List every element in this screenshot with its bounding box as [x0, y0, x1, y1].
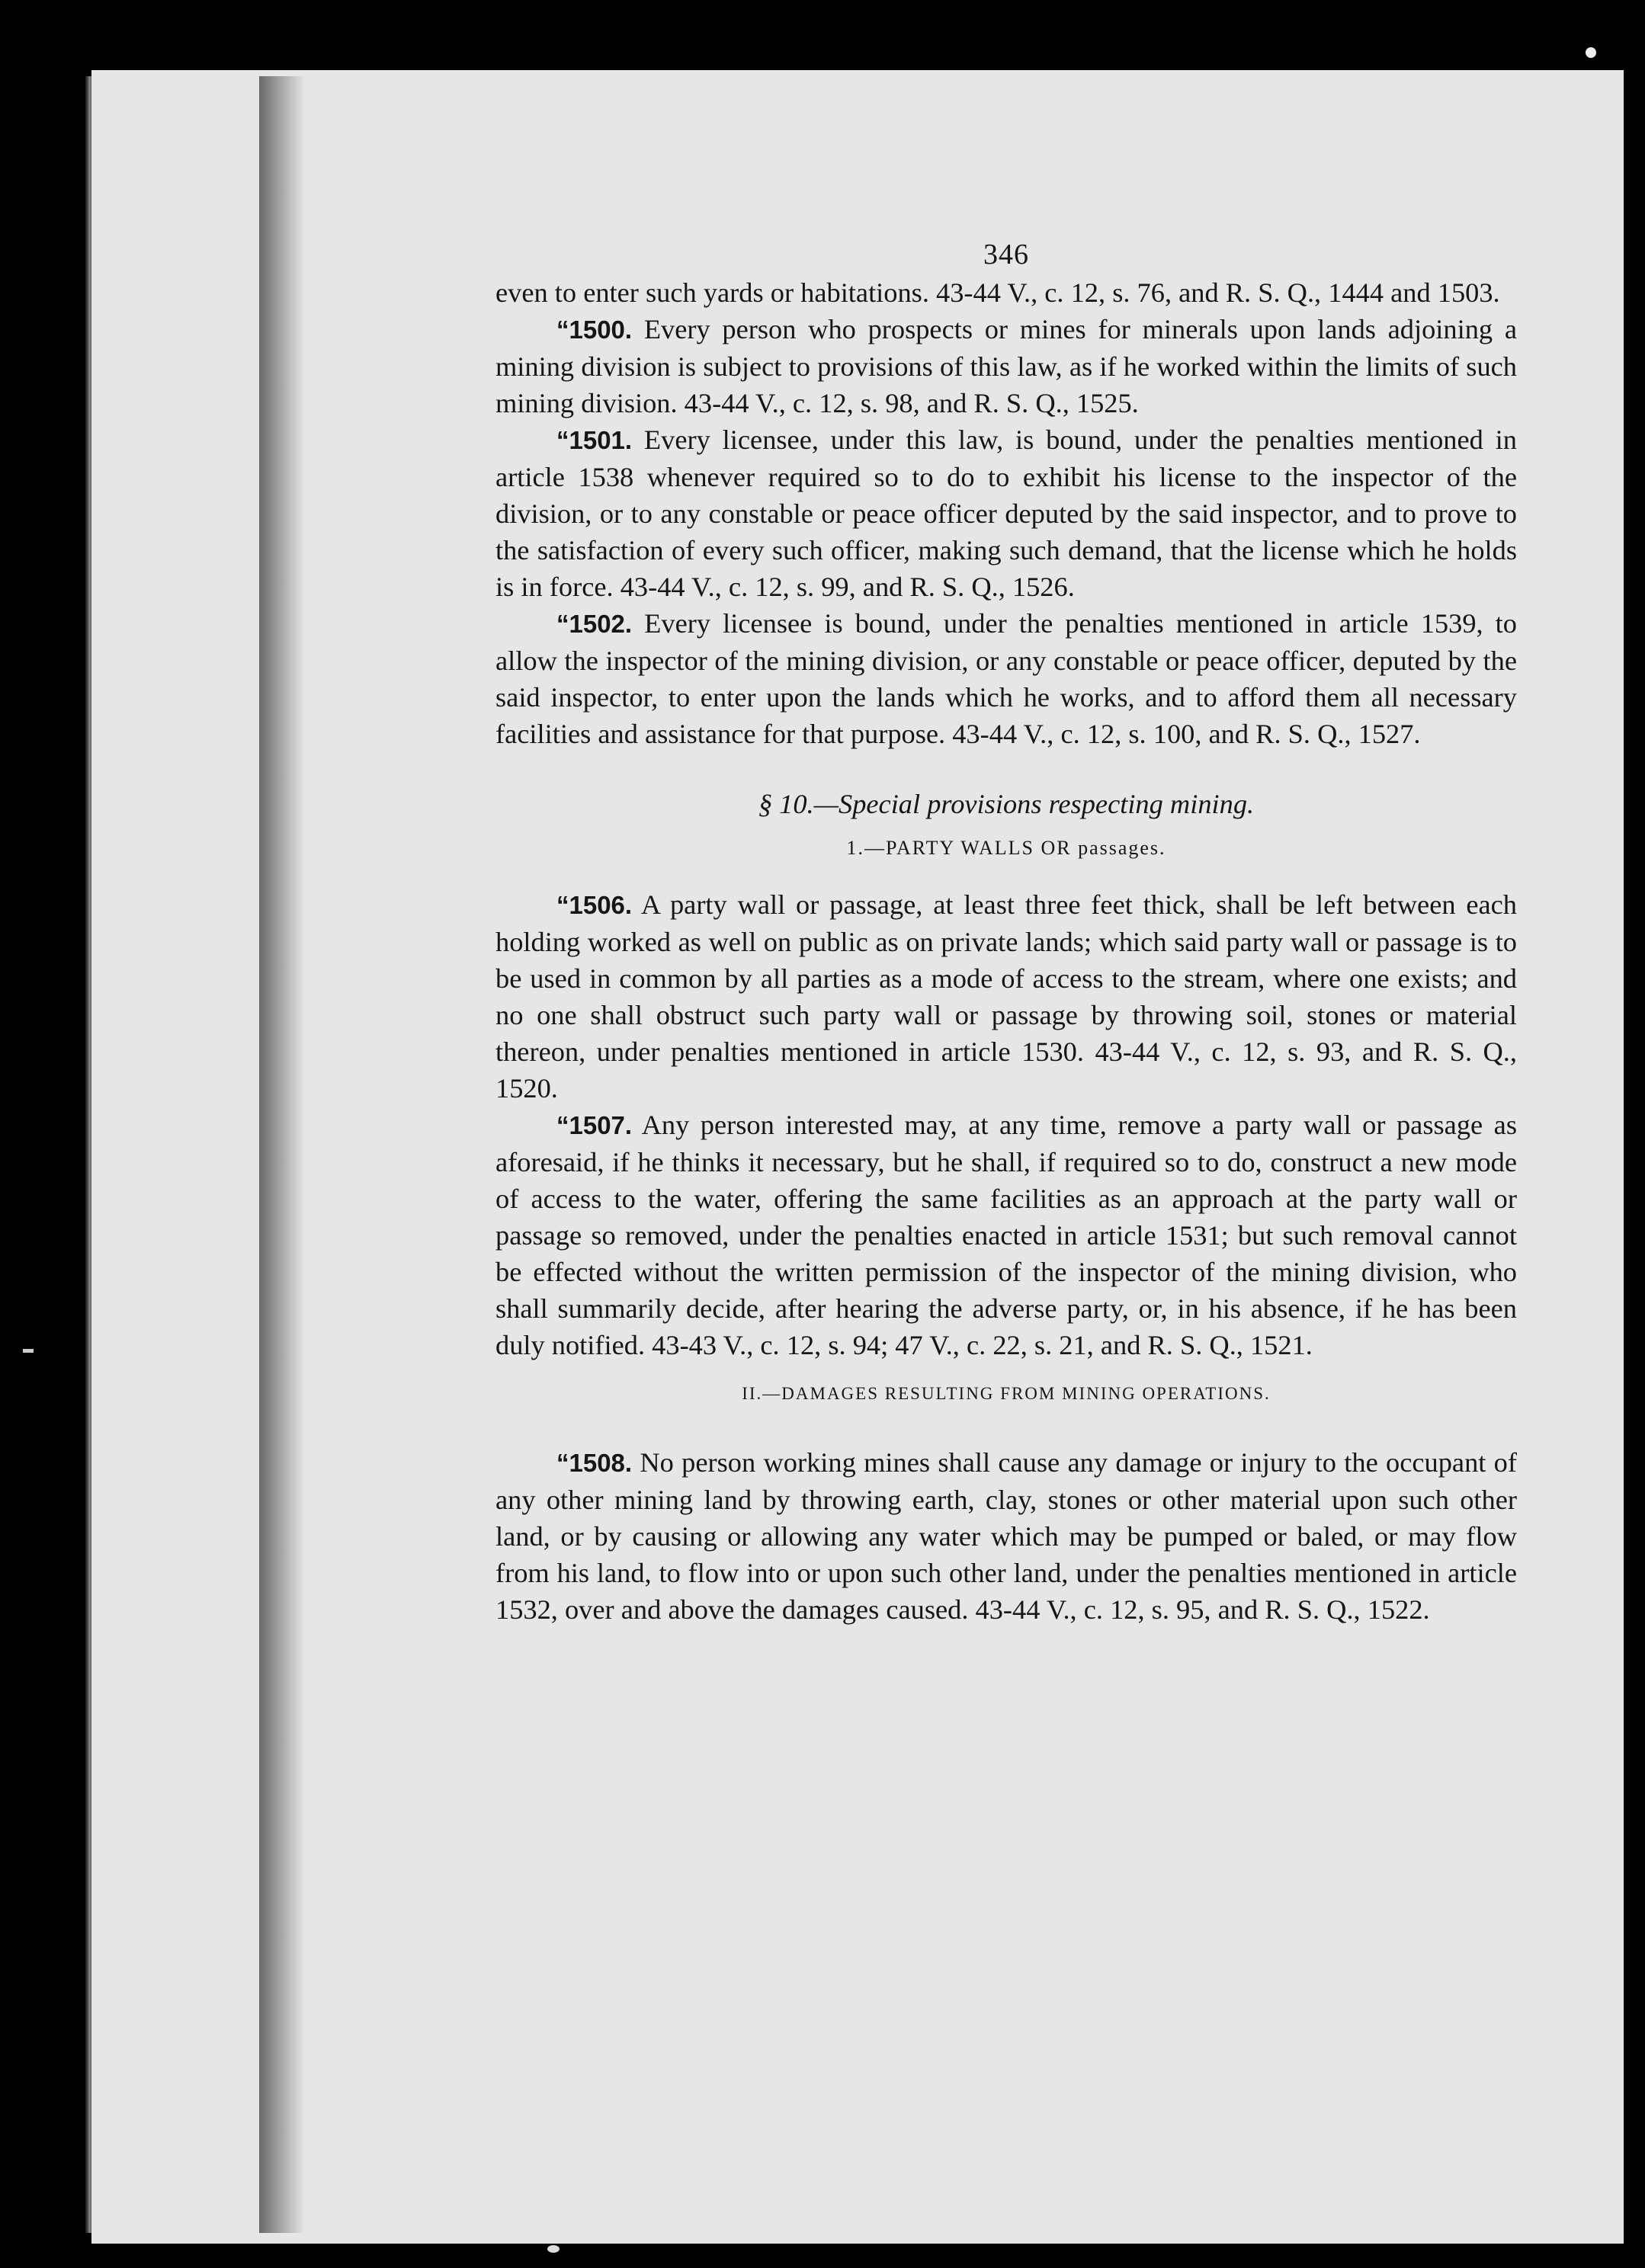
article-1501	[495, 421, 1517, 605]
scan-artifact-mark	[547, 2245, 560, 2253]
article-text: Every person who prospects or mines for minerals upon lands adjoining a mining division is subject to provisions of this law, as if he worked within the limits of such mining division. 43-44 V., c. 12, s. 98, and R. S. Q., 1525.	[495, 314, 1517, 418]
article-number: “1500.	[556, 316, 633, 344]
article-number: “1502.	[556, 610, 633, 638]
article-1502	[495, 605, 1517, 752]
article-number: “1508.	[556, 1449, 633, 1477]
article-1507	[495, 1107, 1517, 1363]
article-1500	[495, 311, 1517, 421]
paragraph-continuation: even to enter such yards or habitations. 43-44 V., c. 12, s. 76, and R. S. Q., 1444 and 1503.	[495, 277, 1500, 308]
page-text-block	[495, 236, 1517, 1628]
article-1508	[495, 1444, 1517, 1628]
sub-heading-damages: II.—DAMAGES RESULTING FROM MINING OPERATIONS.	[742, 1384, 1271, 1403]
article-text: No person working mines shall cause any damage or injury to the occupant of any other mining land by throwing earth, clay, stones or other material upon such other land, or by causing or allowing any water which may be pumped or baled, or may flow from his land, to flow into or upon such other land, under the penalties mentioned in article 1532, over and above the damages caused. 43-44 V., c. 12, s. 95, and R. S. Q., 1522.	[495, 1447, 1517, 1625]
article-text: Every licensee, under this law, is bound, under the penalties mentioned in article 1538 whenever required so to do to exhibit his license to the inspector of the division, or to any constable or peace officer deputed by the said inspector, and to prove to the satisfaction of every such officer, making such demand, that the license which he holds is in force. 43-44 V., c. 12, s. 99, and R. S. Q., 1526.	[495, 424, 1517, 602]
article-1506	[495, 886, 1517, 1107]
sub-heading-party-walls: 1.—PARTY WALLS OR passages.	[846, 837, 1166, 859]
section-heading: § 10.—Special provisions respecting mining.	[758, 789, 1255, 819]
scan-artifact-dot	[1586, 47, 1596, 58]
page-number: 346	[983, 239, 1029, 271]
article-text: Every licensee is bound, under the penalties mentioned in article 1539, to allow the inspector of the mining division, or any constable or peace officer, deputed by the said inspector, to enter upon the lands which he works, and to afford them all necessary facilities and assistance for that purpose. 43-44 V., c. 12, s. 100, and R. S. Q., 1527.	[495, 608, 1517, 749]
article-number: “1506.	[556, 891, 633, 919]
gutter-shadow	[259, 76, 305, 2233]
article-text: Any person interested may, at any time, remove a party wall or passage as aforesaid, if he thinks it necessary, but he shall, if required so to do, construct a new mode of access to the water, offering the same facilities as an approach at the party wall or passage so removed, under the penalties enacted in article 1531; but such removal cannot be effected without the written permission of the inspector of the mining division, who shall summarily decide, after hearing the adverse party, or, in his absence, if he has been duly notified. 43-43 V., c. 12, s. 94; 47 V., c. 22, s. 21, and R. S. Q., 1521.	[495, 1110, 1517, 1360]
article-number: “1501.	[556, 426, 633, 454]
scan-artifact-dash	[23, 1349, 34, 1353]
article-text: A party wall or passage, at least three feet thick, shall be left between each holding worked as well on public as on private lands; which said party wall or passage is to be used in common by all parties as a mode of access to the stream, where one exists; and no one shall obstruct such party wall or passage by throwing soil, stones or material thereon, under penalties mentioned in article 1530. 43-44 V., c. 12, s. 93, and R. S. Q., 1520.	[495, 889, 1517, 1104]
article-number: “1507.	[556, 1111, 633, 1139]
